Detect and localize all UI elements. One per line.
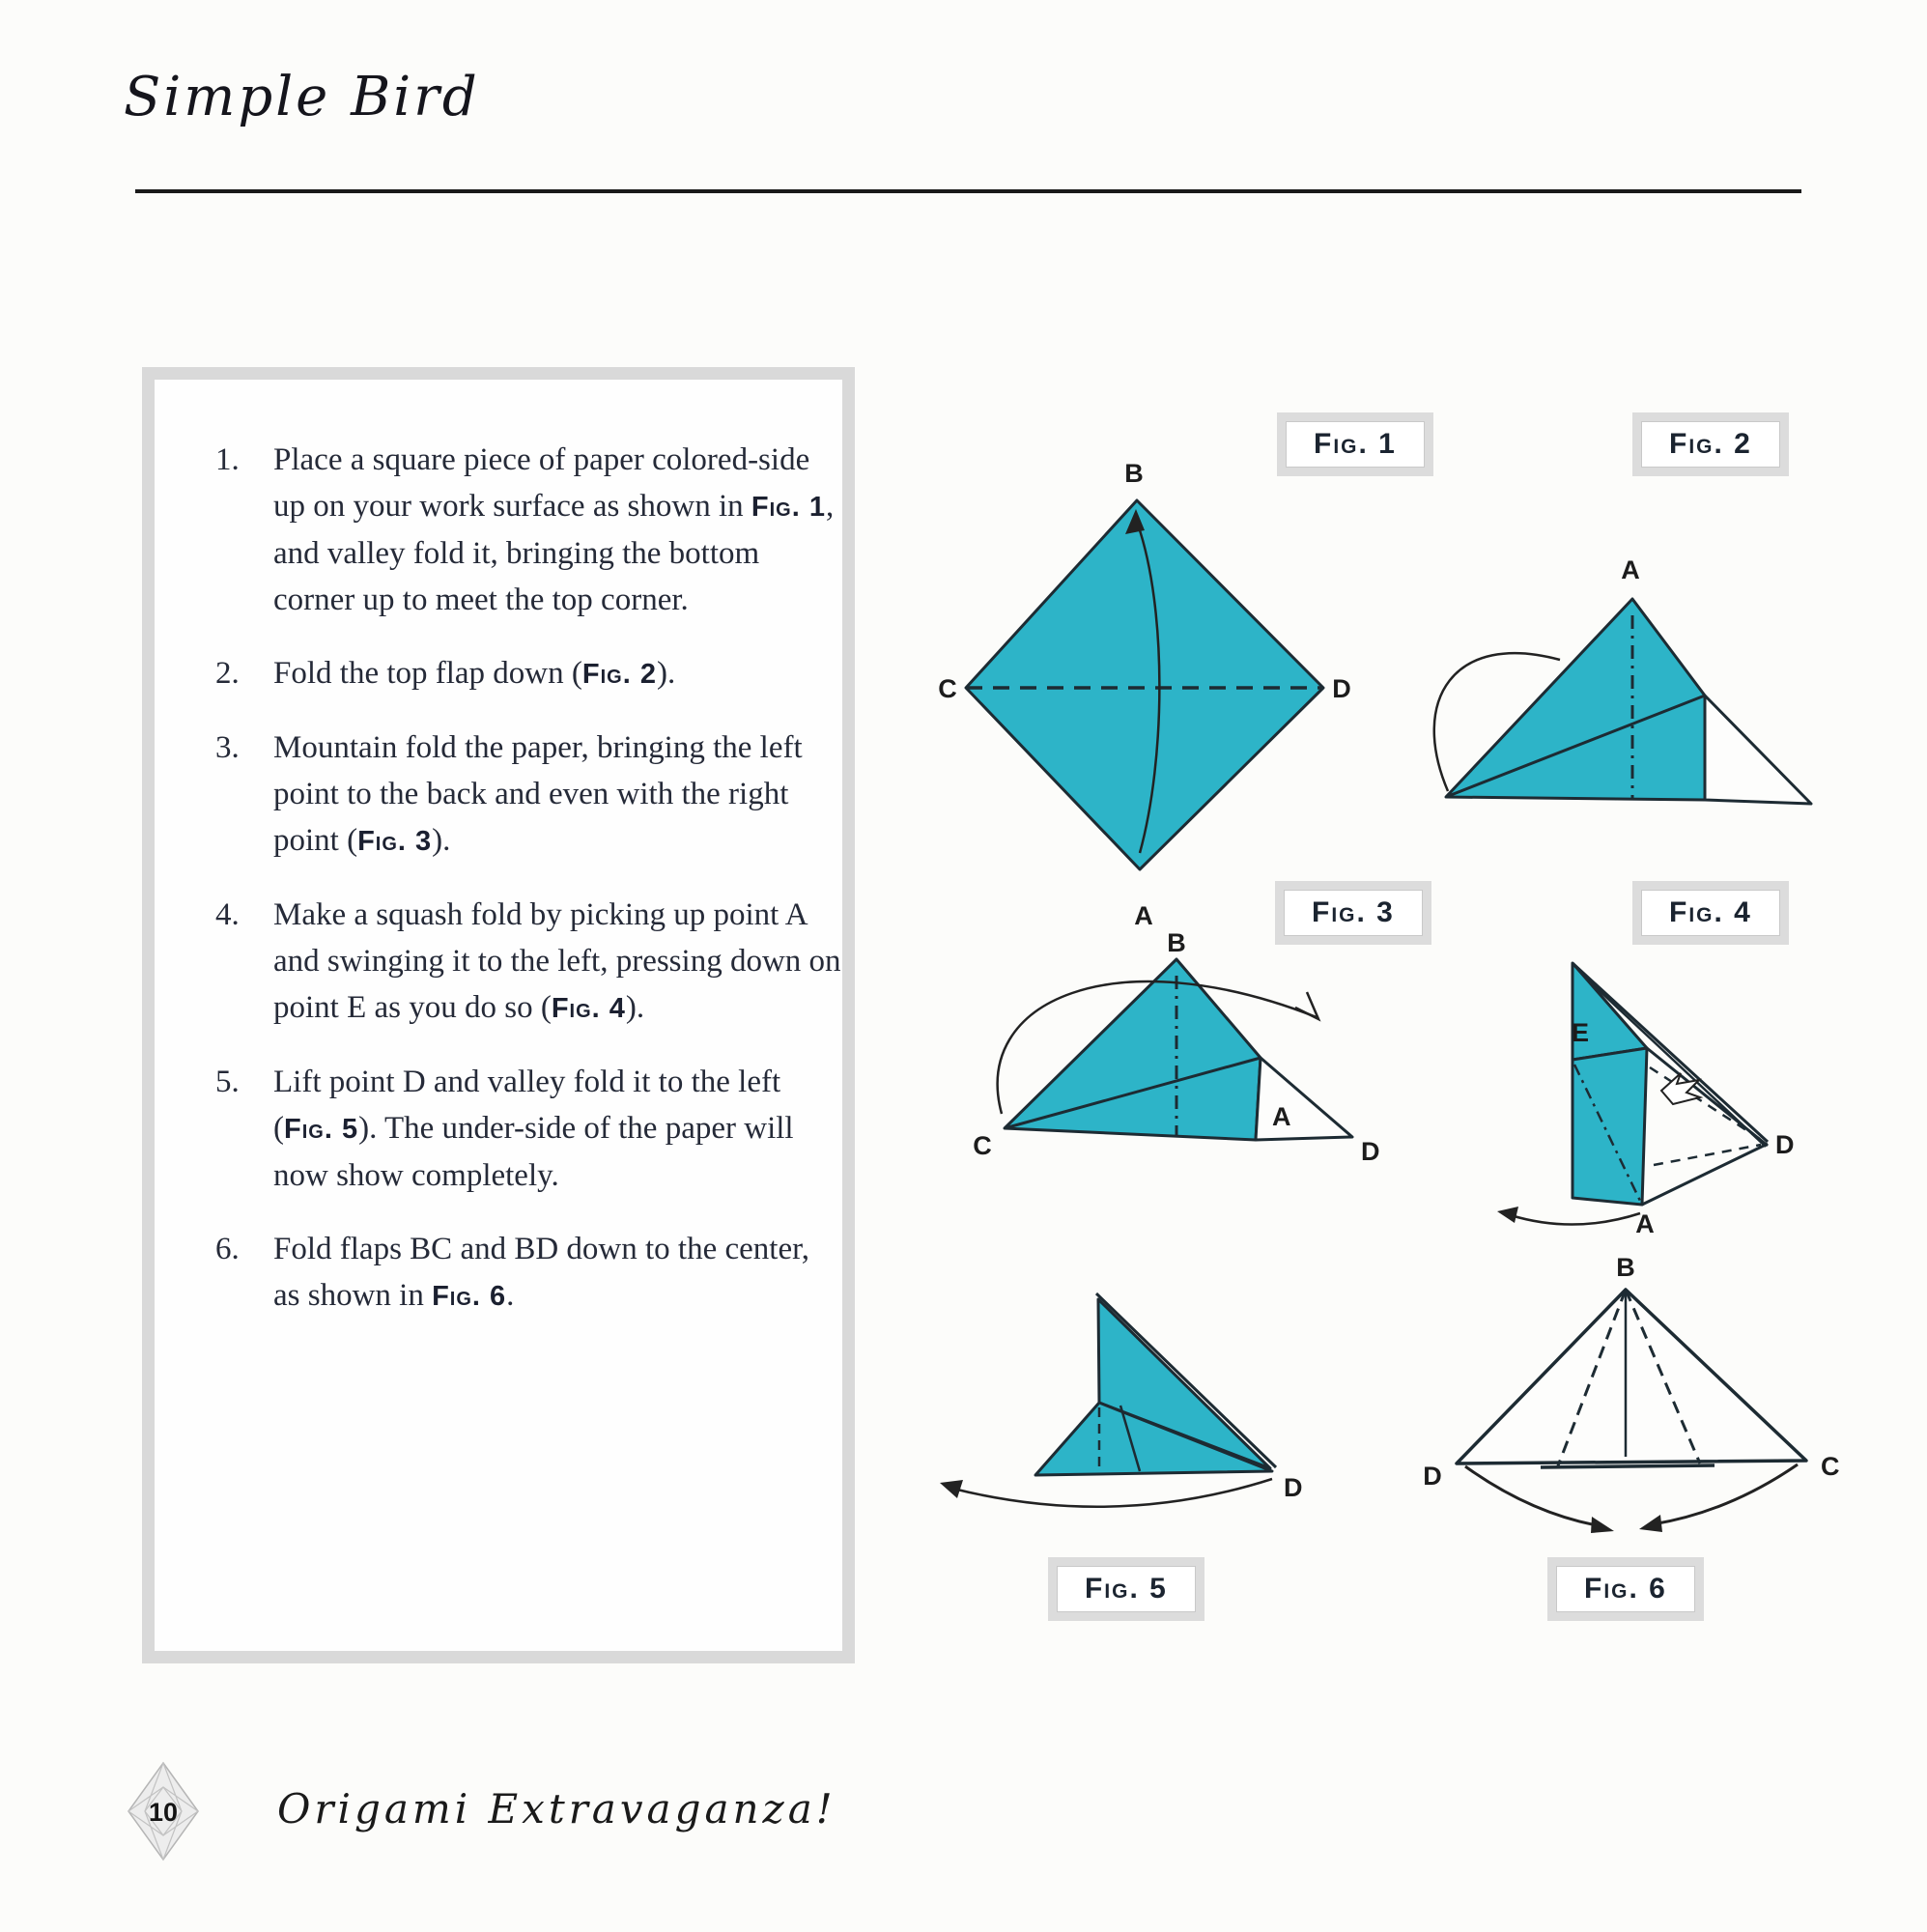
- vertex-label: B: [1167, 928, 1186, 957]
- vertex-label: B: [1616, 1253, 1635, 1282]
- arrowhead: [1591, 1517, 1614, 1533]
- figure-reference: Fig. 6: [432, 1281, 507, 1312]
- vertex-label: A: [1635, 1209, 1655, 1238]
- vertex-label: D: [1361, 1137, 1380, 1166]
- instruction-list: [215, 437, 841, 1347]
- swing-arrow: [953, 1479, 1272, 1507]
- swing-arrowhead: [1497, 1207, 1518, 1223]
- vertex-label: A: [1134, 901, 1153, 930]
- fig4-caption: Fig. 4: [1632, 881, 1789, 945]
- footer-title: Origami Extravaganza!: [277, 1785, 836, 1833]
- instruction-number: 2.: [215, 656, 240, 691]
- text-segment: Mountain fold the paper, bringing the left point to the back and even with the right point (: [273, 730, 803, 858]
- vertex-label: A: [1272, 1102, 1291, 1131]
- arrowhead: [1639, 1515, 1662, 1532]
- text-segment: Fold flaps BC and BD down to the center, as shown in: [273, 1232, 810, 1313]
- swing-arrow: [1511, 1213, 1640, 1225]
- page-title: Simple Bird: [124, 66, 480, 128]
- instruction-number: 1.: [215, 442, 240, 477]
- fold-down-arrow-left: [1465, 1466, 1601, 1526]
- page-number-badge: [126, 1760, 201, 1862]
- text-segment: ).: [432, 823, 451, 858]
- swing-arrowhead: [940, 1480, 963, 1498]
- text-segment: ).: [625, 990, 645, 1025]
- text-segment: Place a square piece of paper colored-side up on your work surface as shown in: [273, 442, 810, 524]
- figure-reference: Fig. 4: [551, 993, 626, 1024]
- figure-reference: Fig. 2: [581, 659, 657, 690]
- instruction-text: [273, 1226, 841, 1320]
- fig3-diagram: [961, 923, 1396, 1183]
- instruction-text: [273, 1059, 841, 1199]
- vertex-label: D: [1332, 674, 1351, 703]
- fig6-caption: Fig. 6: [1547, 1557, 1704, 1621]
- fig2-diagram: [1415, 555, 1835, 826]
- instruction-text: [273, 892, 841, 1032]
- page-number: 10: [148, 1798, 179, 1827]
- instruction-number: 6.: [215, 1232, 240, 1266]
- text-segment: .: [506, 1278, 515, 1313]
- text-segment: Make a squash fold by picking up point A and swinging it to the left, pressing down on point E as you do so (: [273, 897, 841, 1025]
- text-segment: Fold the top flap down (: [273, 656, 582, 691]
- figure-reference: Fig. 3: [357, 826, 433, 857]
- fig4-diagram: [1488, 927, 1855, 1246]
- figure-reference: Fig. 5: [284, 1114, 359, 1145]
- text-segment: ). The under-side of the paper will now show completely.: [273, 1111, 794, 1193]
- instruction-text: [273, 437, 841, 623]
- instruction-item: [215, 1226, 841, 1320]
- text-segment: Lift point D and valley fold it to the left (: [273, 1065, 781, 1146]
- instruction-number: 4.: [215, 897, 240, 932]
- vertex-label: C: [938, 674, 957, 703]
- vertex-label: C: [973, 1131, 992, 1160]
- fig5-diagram: [922, 1251, 1338, 1531]
- vertex-label: B: [1124, 459, 1144, 488]
- instruction-item: [215, 724, 841, 865]
- instruction-number: 5.: [215, 1065, 240, 1099]
- vertex-label: E: [1571, 1018, 1590, 1047]
- vertex-label: C: [1821, 1452, 1840, 1481]
- fig1-diagram: [922, 430, 1376, 937]
- instruction-number: 3.: [215, 730, 240, 765]
- open-arrowhead: [1295, 992, 1318, 1019]
- vertex-label: A: [1621, 555, 1640, 584]
- text-segment: ).: [656, 656, 676, 691]
- text-segment: , and valley fold it, bringing the bottom corner up to meet the top corner.: [273, 489, 835, 617]
- fig6-diagram: [1396, 1241, 1869, 1560]
- fig3-caption: Fig. 3: [1275, 881, 1431, 945]
- fold-down-arrow-right: [1653, 1464, 1798, 1524]
- instruction-text: [273, 724, 841, 865]
- vertex-label: D: [1284, 1473, 1303, 1502]
- instruction-text: [273, 650, 841, 697]
- fig5-caption: Fig. 5: [1048, 1557, 1204, 1621]
- title-rule: [135, 189, 1801, 193]
- figure-reference: Fig. 1: [751, 492, 826, 523]
- instruction-item: [215, 437, 841, 623]
- fig1-caption: Fig. 1: [1277, 412, 1433, 476]
- fig2-caption: Fig. 2: [1632, 412, 1789, 476]
- instruction-item: [215, 650, 841, 697]
- vertex-label: D: [1775, 1130, 1795, 1159]
- instruction-item: [215, 1059, 841, 1199]
- vertex-label: D: [1423, 1462, 1442, 1491]
- instruction-item: [215, 892, 841, 1032]
